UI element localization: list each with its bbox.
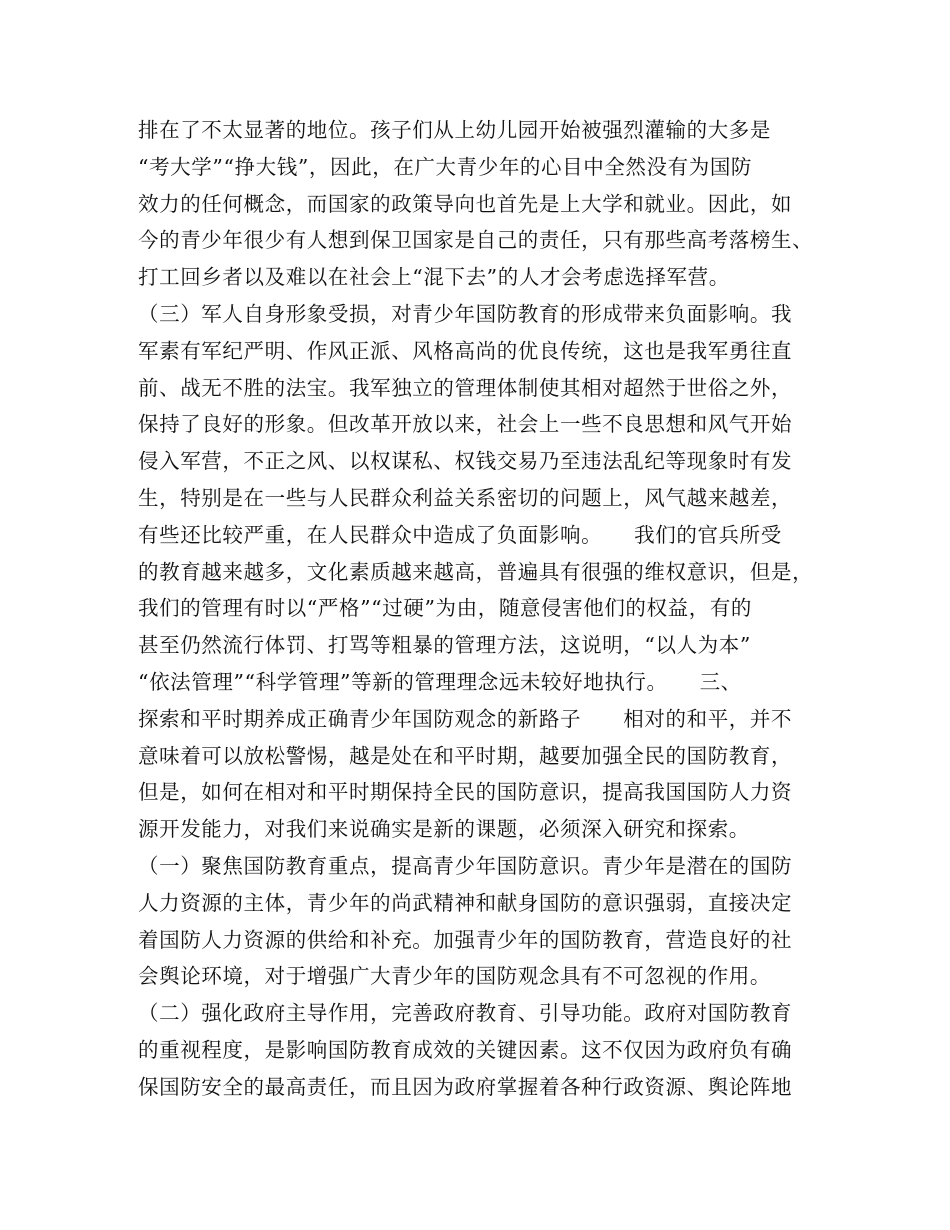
text-line: 前、战无不胜的法宝。我军独立的管理体制使其相对超然于世俗之外， [138,375,793,400]
text-line: 探索和平时期养成正确青少年国防观念的新路子 相对的和平，并不 [138,706,793,731]
text-line: （三）军人自身形象受损，对青少年国防教育的形成带来负面影响。我 [138,301,793,326]
text-line: （二）强化政府主导作用，完善政府教育、引导功能。政府对国防教育 [138,1001,793,1026]
text-line: 军素有军纪严明、作风正派、风格高尚的优良传统，这也是我军勇往直 [138,338,793,363]
text-line: 效力的任何概念，而国家的政策导向也首先是上大学和就业。因此，如 [138,191,793,216]
text-line: 的重视程度，是影响国防教育成效的关键因素。这不仅因为政府负有确 [138,1037,793,1062]
text-line: 排在了不太显著的地位。孩子们从上幼儿园开始被强烈灌输的大多是 [138,118,771,142]
text-line: 意味着可以放松警惕，越是处在和平时期，越要加强全民的国防教育， [138,743,793,768]
text-line: 打工回乡者以及难以在社会上“混下去”的人才会考虑选择军营。 [138,265,730,290]
text-line: （一）聚焦国防教育重点，提高青少年国防意识。青少年是潜在的国防 [138,853,793,878]
text-line: 甚至仍然流行体罚、打骂等粗暴的管理方法，这说明，“以人为本” [138,633,751,658]
text-line: 有些还比较严重，在人民群众中造成了负面影响。 我们的官兵所受 [138,522,782,547]
text-line: 的教育越来越多，文化素质越来越高，普遍具有很强的维权意识，但是， [138,559,814,584]
text-line: 保国防安全的最高责任，而且因为政府掌握着各种行政资源、舆论阵地 [138,1074,793,1099]
text-line: 着国防人力资源的供给和补充。加强青少年的国防教育，营造良好的社 [138,927,793,952]
text-line: 我们的管理有时以“严格”“过硬”为由，随意侵害他们的权益，有的 [138,596,753,621]
text-line: 人力资源的主体，青少年的尚武精神和献身国防的意识强弱，直接决定 [138,890,793,915]
text-line: 生，特别是在一些与人民群众利益关系密切的问题上，风气越来越差， [138,485,793,510]
text-line: 但是，如何在相对和平时期保持全民的国防意识，提高我国国防人力资 [138,780,793,805]
text-line: 保持了良好的形象。但改革开放以来，社会上一些不良思想和风气开始 [138,412,793,437]
text-line: 侵入军营，不正之风、以权谋私、权钱交易乃至违法乱纪等现象时有发 [138,449,793,474]
text-line: “依法管理”“科学管理”等新的管理理念远未较好地执行。 三、 [138,669,742,694]
text-line: 今的青少年很少有人想到保卫国家是自己的责任，只有那些高考落榜生、 [138,228,814,253]
text-line: “考大学”“挣大钱”，因此，在广大青少年的心目中全然没有为国防 [138,154,753,179]
document-body [138,112,828,1106]
text-line: 源开发能力，对我们来说确实是新的课题，必须深入研究和探索。 [138,817,750,842]
text-line: 会舆论环境，对于增强广大青少年的国防观念具有不可忽视的作用。 [138,964,771,989]
